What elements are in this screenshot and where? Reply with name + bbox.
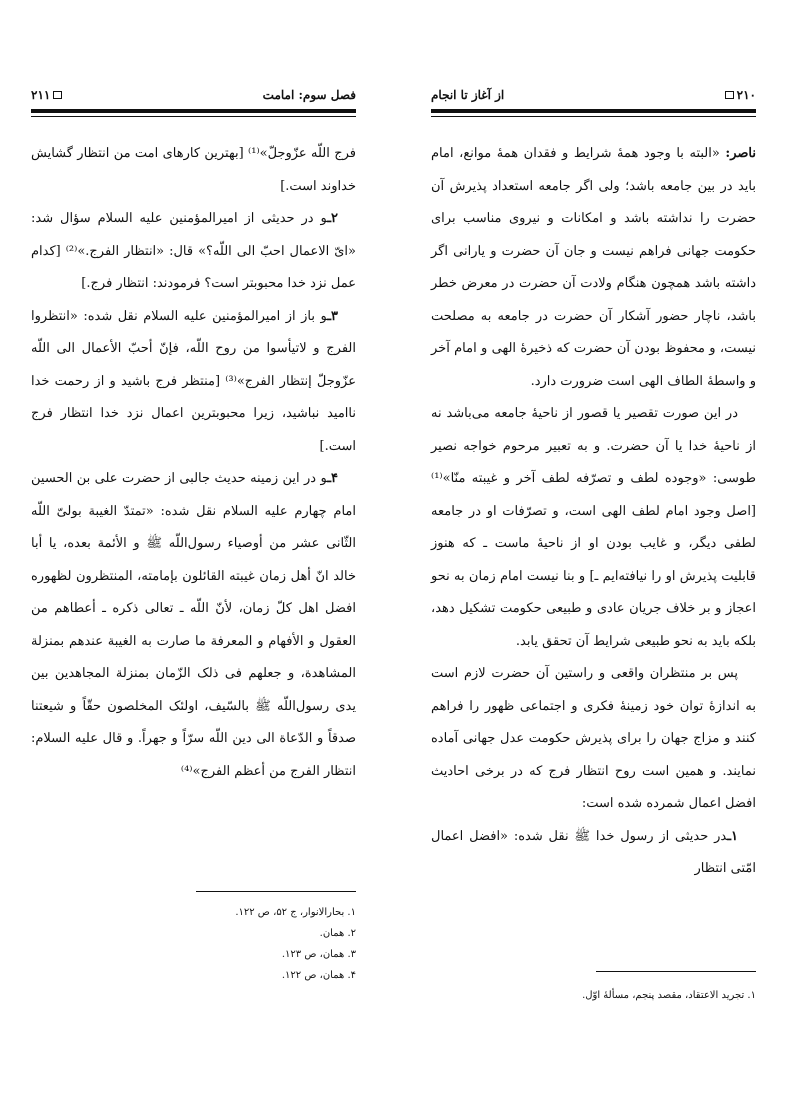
paragraph-text: در این صورت تقصیر یا قصور از ناحیهٔ جامعه می‌باشد نه از ناحیهٔ خدا یا آن حضرت. و به تعبیر مرحوم خواجه نصیر طوسی: «وجوده لطف و تصرّفه لطف آخر و غیبته منّا»⁽¹⁾ [اصل وجود امام لطف الهی است، و تصرّفات او در جامعه لطفی دیگر، و غایب بودن او از ناحیهٔ ماست ـ که هنوز قابلیت پذیرش او را نیافته‌ایم ـ] و بنا نیست امام زمان به نحو اعجاز و بر خلاف جریان عادی و طبیعی حکومت تشکیل دهد، بلکه باید به نحو طبیعی شرایط آن تحقق یابد.	[431, 406, 756, 649]
paragraph-text: فرج اللّه عزّوجلّ»⁽¹⁾ [بهترین کارهای امت من انتظار گشایش خداوند است.]	[31, 146, 356, 194]
page-square-icon	[725, 91, 734, 99]
paragraph-lead: ناصر:	[725, 146, 756, 161]
paragraph-text: در حدیثی از رسول خدا ﷺ نقل شده: «افضل اعمال امّتی انتظار	[431, 828, 756, 876]
paragraph	[31, 463, 356, 788]
paragraph-text: و در حدیثی از امیرالمؤمنین علیه السلام سؤال شد: «ایّ الاعمال احبّ الی اللّه؟» قال: «انتظار الفرج.»⁽²⁾ [کدام عمل نزد خدا محبوبتر است؟ فرمودند: انتظار فرج.]	[31, 211, 356, 291]
right-page-header-title: از آغاز تا انجام	[431, 88, 505, 102]
left-page-footnotes	[31, 902, 356, 986]
left-page-header	[31, 84, 356, 106]
right-page-number-group	[725, 88, 756, 102]
right-page	[400, 0, 800, 1100]
left-page-number-group	[31, 88, 62, 102]
paragraph-text: و باز از امیرالمؤمنین علیه السلام نقل شده: «انتظروا الفرج و لاتیأسوا من روح اللّه، فإنّ أحبّ الأعمال الی اللّه عزّوجلّ إنتظار الفرج»⁽³⁾ [منتظر فرج باشید و از رحمت خدا ناامید نباشید، زیرا محبوبترین اعمال نزد خدا انتظار فرج است.]	[31, 308, 356, 454]
paragraph-lead: ۱ـ	[727, 828, 738, 844]
footnote-rule	[196, 891, 356, 892]
right-page-header	[431, 84, 756, 106]
paragraph	[31, 203, 356, 301]
paragraph-text: «البته با وجود همهٔ شرایط و فقدان همهٔ موانع، امام باید در بین جامعه باشد؛ ولی اگر جامعه استعداد پذیرش آن حضرت را نداشته باشد و امکانات و نیروی مناسب برای حکومت جهانی فراهم نیست و جان آن حضرت و یارانی اگر داشته باشد همچون هنگام ولادت آن حضرت در معرض خطر باشد، ناچار حضور آشکار آن حضرت در جامعه به مصلحت نیست، و محفوظ بودن آن حضرت که ذخیرهٔ الهی و امام آخر و واسطهٔ الطاف الهی است ضرورت دارد.	[431, 146, 756, 389]
paragraph-lead: ۳ـ	[327, 308, 338, 324]
footnote: ۴. همان، ص ۱۲۲.	[281, 970, 356, 981]
paragraph-text: پس بر منتظران واقعی و راستین آن حضرت لازم است به اندازهٔ توان خود زمینهٔ فکری و اجتماعی ظهور را فراهم کنند و مزاج جهان را برای پذیرش حکومت عدل جهانی آماده نمایند. و همین است روح انتظار فرج که در برخی احادیث افضل اعمال شمرده شده است:	[431, 666, 756, 811]
header-rule-thin	[431, 116, 756, 117]
header-rule-thick	[431, 109, 756, 113]
paragraph	[431, 658, 756, 821]
paragraph	[431, 398, 756, 658]
left-page-header-title: فصل سوم: امامت	[262, 88, 356, 102]
header-rule-thick	[31, 109, 356, 113]
footnote: ۳. همان، ص ۱۲۳.	[281, 949, 356, 960]
paragraph	[31, 138, 356, 203]
paragraph-lead: ۲ـ	[327, 211, 338, 226]
paragraph	[431, 138, 756, 398]
page-square-icon	[53, 91, 62, 99]
left-page-number: ۲۱۱	[31, 88, 51, 102]
right-page-footnotes	[431, 985, 756, 1006]
footnote: ۱. بحارالانوار، ج ۵۲، ص ۱۲۲.	[235, 907, 356, 918]
footnote: ۲. همان.	[319, 928, 356, 939]
footnote-rule	[596, 971, 756, 972]
paragraph	[31, 301, 356, 464]
paragraph-lead: ۴ـ	[327, 471, 338, 486]
header-rule-thin	[31, 116, 356, 117]
footnote: ۱. تجرید الاعتقاد، مقصد پنجم، مسألهٔ اوّل.	[582, 990, 756, 1001]
right-page-number: ۲۱۰	[736, 88, 756, 102]
left-page-body	[31, 138, 356, 788]
right-page-body	[431, 138, 756, 886]
paragraph-text: و در این زمینه حدیث جالبی از حضرت علی بن الحسین امام چهارم علیه السلام نقل شده: «تمتدّ الغیبة بولیّ اللّه الثّانی عشر من أوصیاء رسول‌اللّه ﷺ و الأئمة بعده، یا أبا خالد انّ أهل زمان غیبته القائلون بإمامته، المنتظرون لظهوره افضل اهل کلّ زمان، لأنّ اللّه ـ تعالی ذکره ـ أعطاهم من العقول و الأفهام و المعرفة ما صارت به الغیبة عندهم بمنزلة المشاهدة، و جعلهم فی ذلک الزّمان بمنزلة المجاهدین بین یدی رسول‌اللّه ﷺ بالسّیف، اولئک المخلصون حقّاً و شیعتنا صدقاً و الدّعاة الی دین اللّه سرّاً و جهراً. و قال علیه السلام: انتظار الفرج من أعظم الفرج»⁽⁴⁾	[31, 471, 356, 779]
paragraph	[431, 821, 756, 886]
